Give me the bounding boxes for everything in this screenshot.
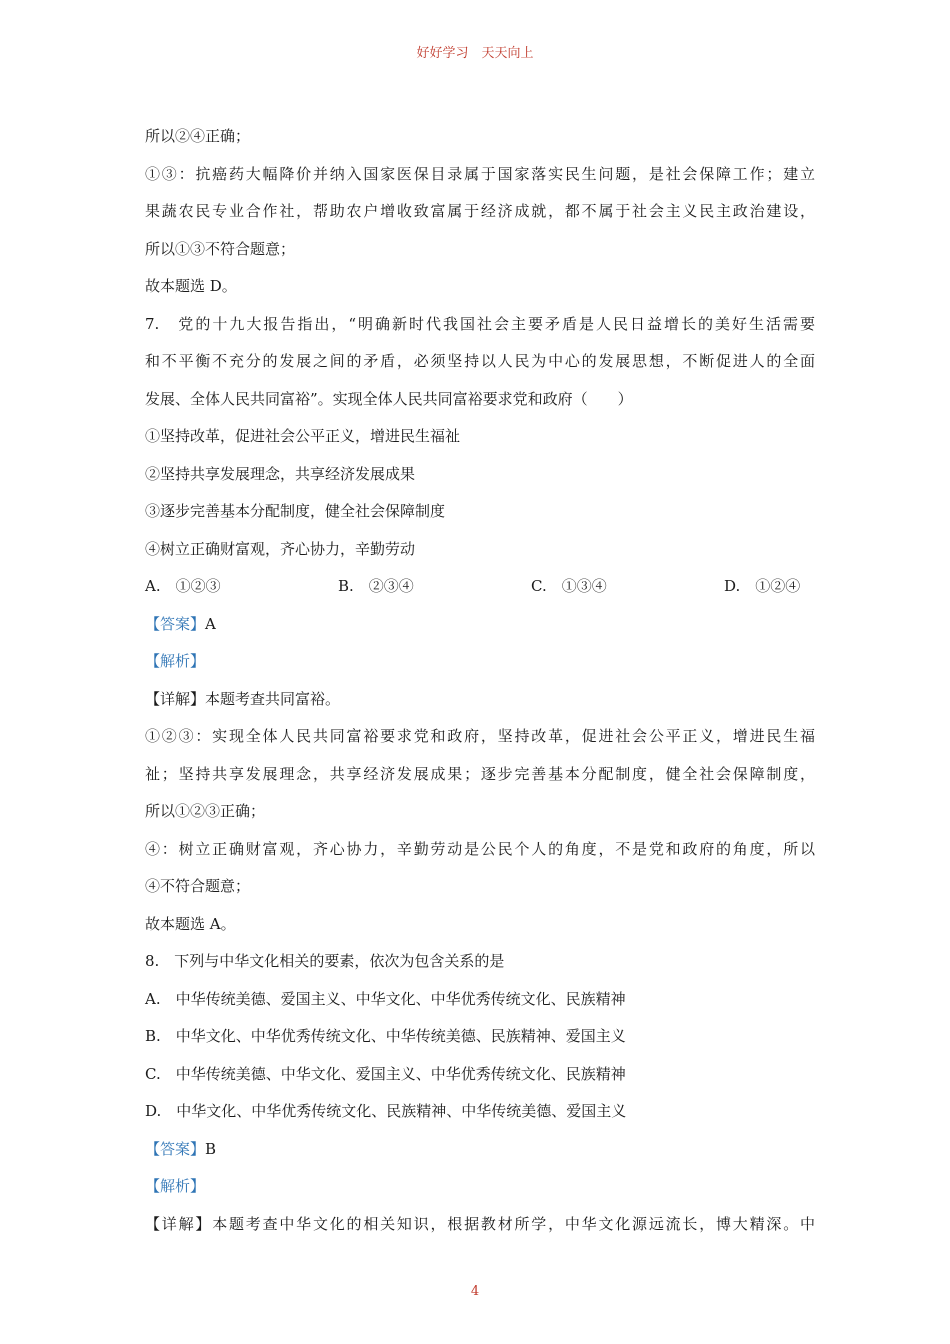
q6-line-5: 故本题选 D。	[145, 277, 237, 295]
answer-label: 【答案】	[145, 1139, 206, 1158]
q7-stem-line-1: 7. 党的十九大报告指出，“明确新时代我国社会主要矛盾是人民日益增长的美好生活需要	[145, 314, 815, 333]
detail-label: 【详解】	[145, 689, 206, 708]
q7-statement-4: ④树立正确财富观，齐心协力，辛勤劳动	[145, 539, 416, 558]
q7-option-d: D. ①②④	[724, 577, 801, 595]
q7-explanation-5: ④不符合题意；	[145, 877, 251, 895]
q8-option-c: C. 中华传统美德、中华文化、爱国主义、中华优秀传统文化、民族精神	[145, 1064, 626, 1083]
q7-explanation-1: ①②③：实现全体人民共同富裕要求党和政府，坚持改革，促进社会公平正义，增进民生福	[145, 727, 815, 745]
q7-explanation-6: 故本题选 A。	[145, 914, 236, 933]
q6-line-3: 果蔬农民专业合作社，帮助农户增收致富属于经济成就，都不属于社会主义民主政治建设，	[145, 202, 815, 220]
detail-intro: 本题考查共同富裕。	[205, 689, 341, 708]
q7-statement-2: ②坚持共享发展理念，共享经济发展成果	[145, 464, 416, 483]
q7-explanation-2: 祉；坚持共享发展理念，共享经济发展成果；逐步完善基本分配制度，健全社会保障制度，	[145, 764, 815, 783]
q7-stem-line-2: 和不平衡不充分的发展之间的矛盾，必须坚持以人民为中心的发展思想，不断促进人的全面	[145, 352, 815, 370]
q8-option-d: D. 中华文化、中华优秀传统文化、民族精神、中华传统美德、爱国主义	[145, 1102, 627, 1120]
page-header: 好好学习 天天向上	[416, 46, 534, 61]
q8-stem: 8. 下列与中华文化相关的要素，依次为包含关系的是	[145, 952, 505, 970]
document-body	[145, 118, 815, 1243]
q6-line-4: 所以①③不符合题意；	[145, 239, 296, 258]
q7-statement-1: ①坚持改革，促进社会公平正义，增进民生福祉	[145, 427, 461, 445]
q7-option-b: B. ②③④	[338, 577, 414, 595]
q8-answer	[145, 1131, 815, 1169]
q7-stem-line-3: 发展、全体人民共同富裕”。实现全体人民共同富裕要求党和政府（ ）	[145, 389, 633, 408]
q7-answer	[145, 606, 815, 644]
q6-line-1: 所以②④正确；	[145, 127, 251, 145]
q8-option-a: A. 中华传统美德、爱国主义、中华文化、中华优秀传统文化、民族精神	[145, 989, 626, 1008]
answer-label: 【答案】	[145, 614, 206, 633]
answer-value: B	[205, 1139, 217, 1158]
q7-analysis-label: 【解析】	[145, 652, 206, 670]
q7-option-c: C. ①③④	[531, 577, 607, 595]
q8-analysis-label: 【解析】	[145, 1177, 206, 1195]
page-number: 4	[470, 1284, 480, 1299]
q8-detail	[145, 1206, 815, 1244]
detail-text: 本题考查中华文化的相关知识，根据教材所学，中华文化源远流长，博大精深。中	[212, 1214, 815, 1233]
q7-option-a: A. ①②③	[145, 577, 221, 595]
q6-line-2: ①③：抗癌药大幅降价并纳入国家医保目录属于国家落实民生问题，是社会保障工作；建立	[145, 164, 815, 183]
q7-explanation-3: 所以①②③正确；	[145, 802, 266, 820]
q7-options	[145, 568, 815, 606]
detail-label: 【详解】	[145, 1214, 213, 1233]
q7-detail	[145, 681, 815, 719]
q7-explanation-4: ④：树立正确财富观，齐心协力，辛勤劳动是公民个人的角度，不是党和政府的角度，所以	[145, 839, 815, 858]
answer-value: A	[205, 614, 216, 633]
q8-option-b: B. 中华文化、中华优秀传统文化、中华传统美德、民族精神、爱国主义	[145, 1027, 626, 1045]
q7-statement-3: ③逐步完善基本分配制度，健全社会保障制度	[145, 502, 446, 520]
